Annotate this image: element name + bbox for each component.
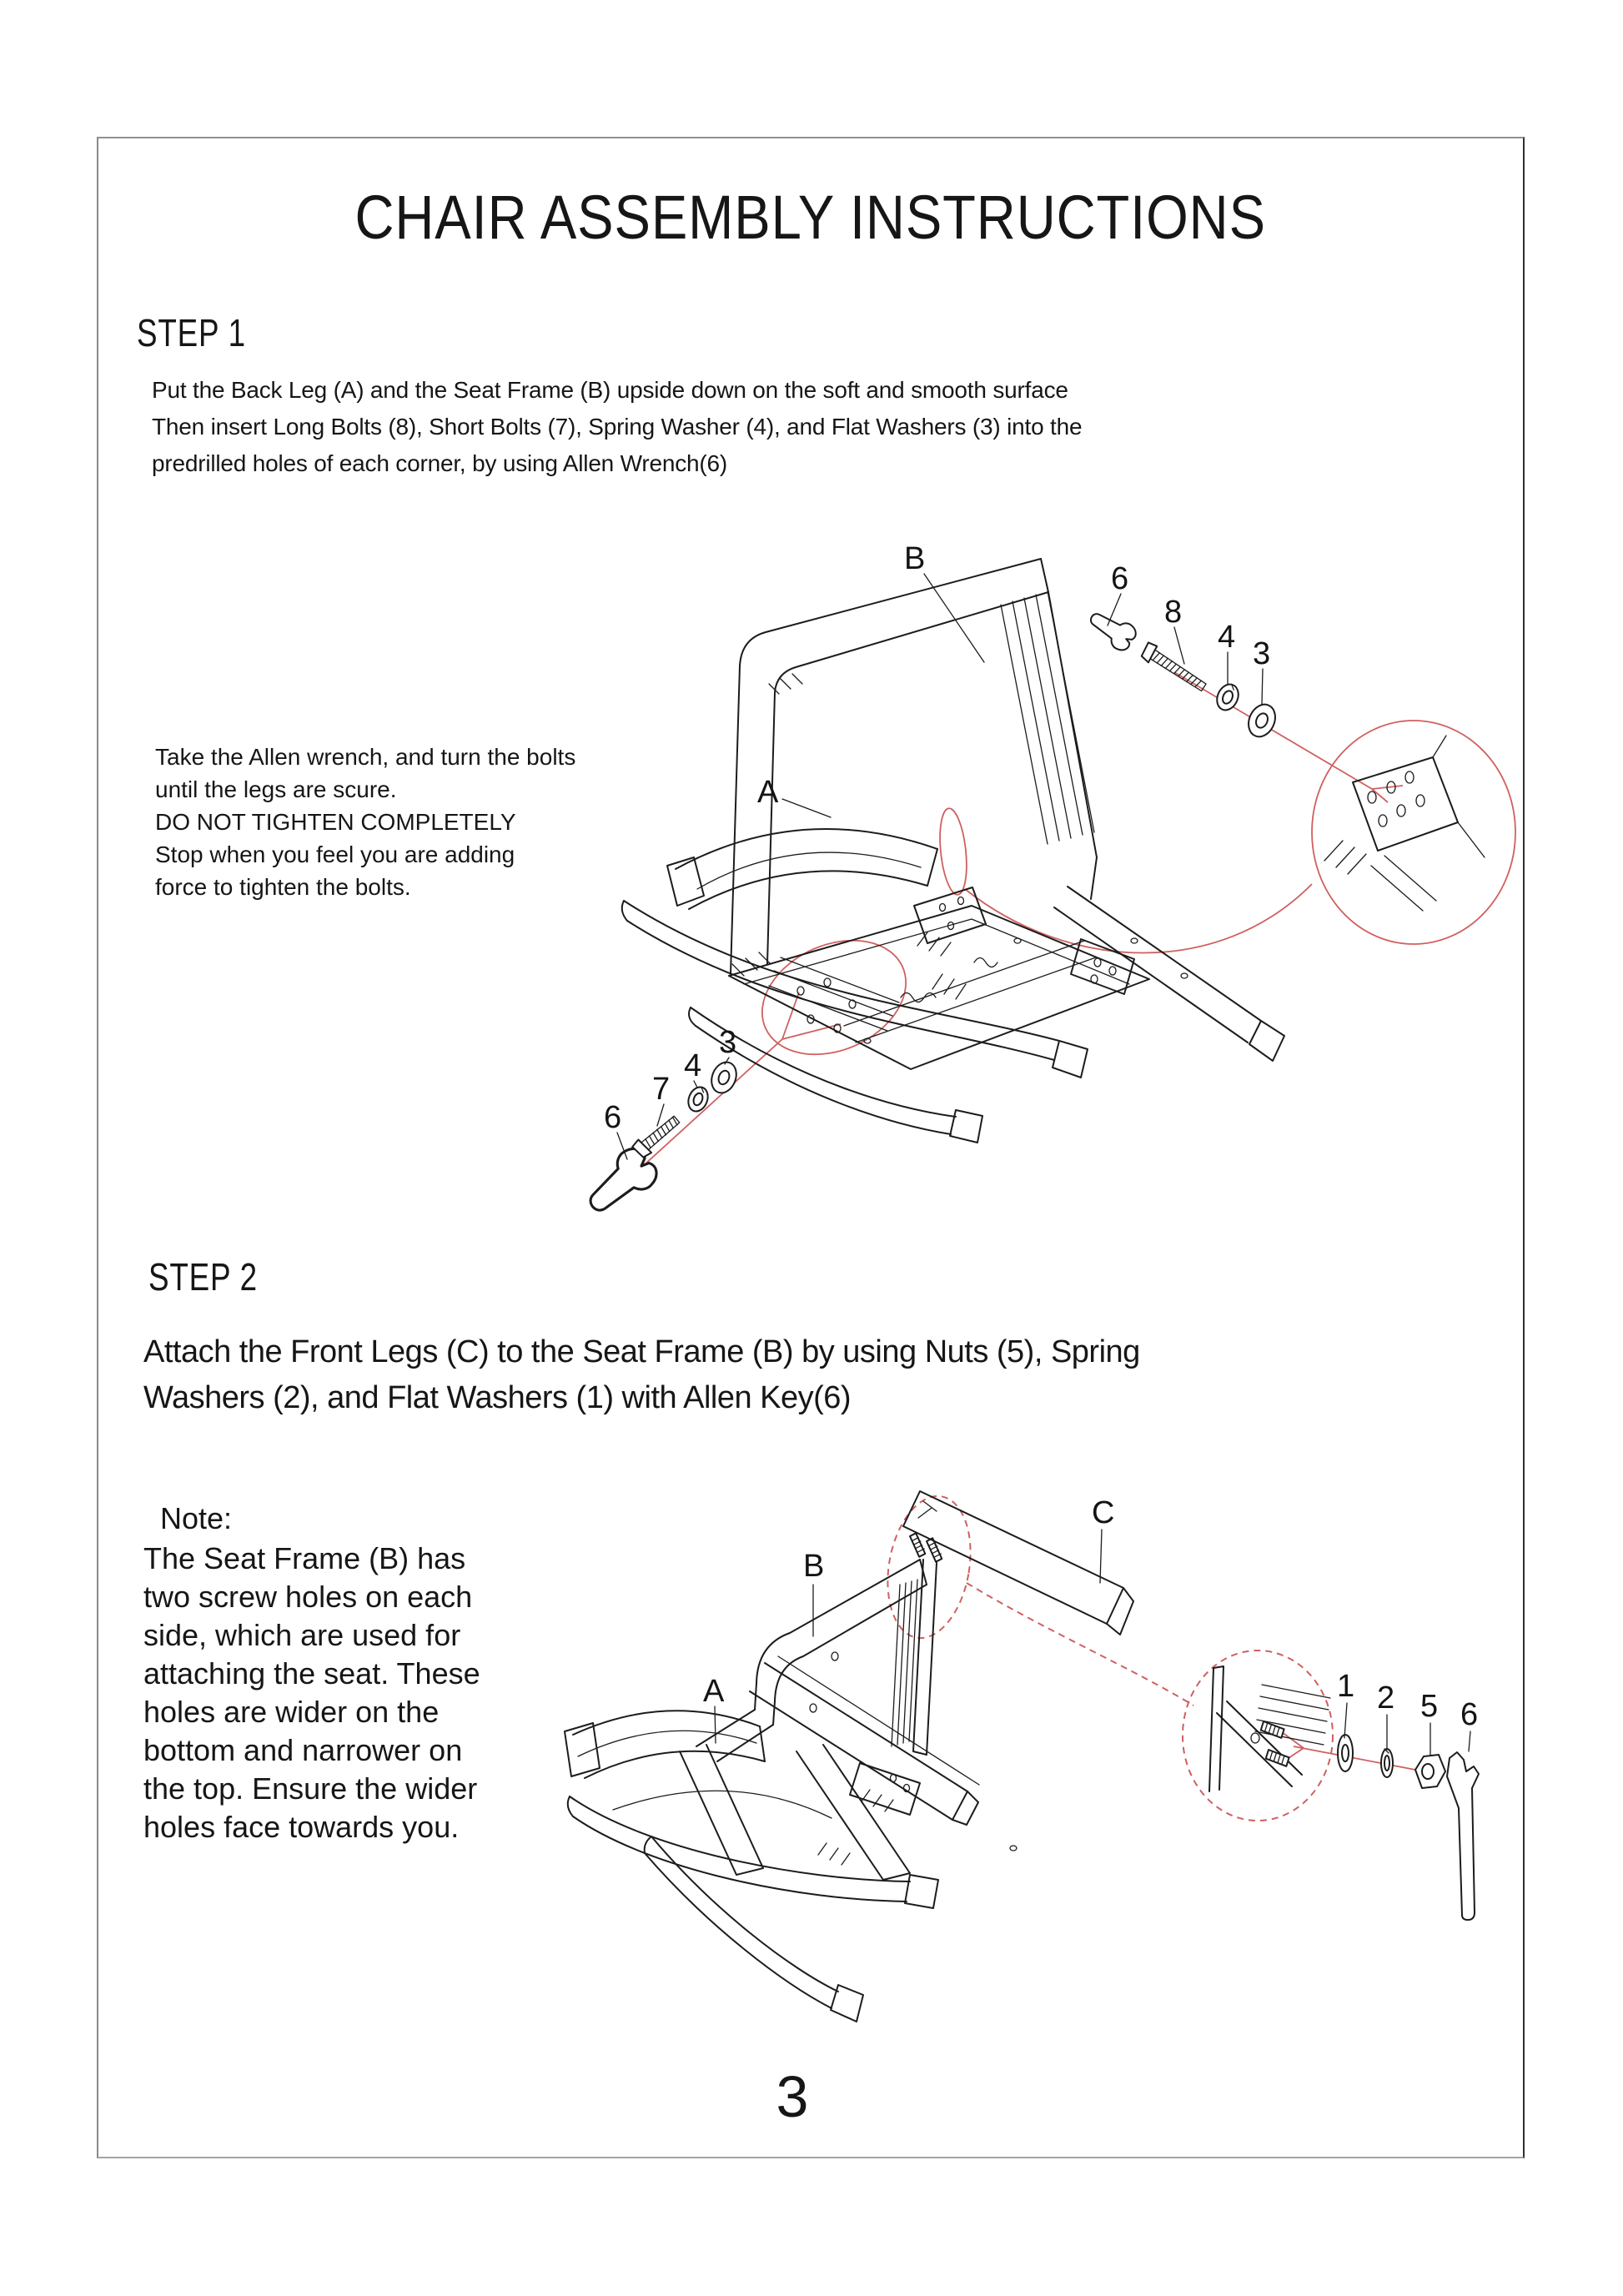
- note-line: holes face towards you.: [143, 1810, 460, 1844]
- spring-washer-icon: [1381, 1749, 1393, 1777]
- detail-ellipse-middle: [937, 807, 971, 897]
- step2-note-heading: Note:: [160, 1501, 233, 1535]
- spring-washer-icon: [685, 1084, 711, 1114]
- allen-wrench-icon: [1084, 605, 1138, 654]
- label-flat-washer-1: 1: [1337, 1669, 1355, 1704]
- step2-note: [143, 1540, 480, 1846]
- leg-post-drawings: [680, 1745, 910, 1880]
- flat-washer-icon: [1338, 1735, 1353, 1771]
- step2-diagram: [546, 1458, 1535, 2125]
- label-seat-frame-b: B: [904, 541, 926, 576]
- note-line: force to tighten the bolts.: [155, 874, 411, 900]
- instruction-line: Attach the Front Legs (C) to the Seat Frame (B) by using Nuts (5), Spring: [143, 1334, 1140, 1369]
- label-spring-washer-2: 2: [1377, 1681, 1395, 1716]
- label-back-leg-a: A: [703, 1674, 725, 1709]
- note-line: the top. Ensure the wider: [143, 1771, 478, 1806]
- note-line: two screw holes on each: [143, 1580, 473, 1614]
- instruction-line: predrilled holes of each corner, by using Allen Wrench(6): [152, 450, 728, 476]
- callout-connector: [965, 884, 1312, 953]
- step1-instructions: [152, 372, 1082, 482]
- seat-frame-drawing: [731, 559, 1097, 976]
- nut-icon: [1415, 1755, 1445, 1788]
- corner-bracket-detail: [1324, 736, 1485, 911]
- note-line: Take the Allen wrench, and turn the bolts: [155, 744, 576, 770]
- note-line: side, which are used for: [143, 1618, 461, 1652]
- note-line: attaching the seat. These: [143, 1656, 480, 1691]
- curved-runner-drawings: [568, 1796, 938, 2022]
- label-allen-key-6: 6: [1460, 1697, 1479, 1732]
- allen-key-icon: [1447, 1752, 1479, 1920]
- label-flat-washer-3: 3: [1253, 636, 1271, 671]
- instruction-line: Then insert Long Bolts (8), Short Bolts (7), Spring Washer (4), and Flat Washers (3) into the: [152, 414, 1083, 440]
- step2-heading: [148, 1254, 285, 1299]
- back-leg-drawing: [565, 1711, 832, 1818]
- note-line: holes are wider on the: [143, 1695, 440, 1729]
- detail-circle-right: [1312, 721, 1515, 944]
- flat-washer-icon: [1244, 701, 1280, 741]
- step2-heading-text: STEP 2: [148, 1255, 258, 1299]
- note-line: bottom and narrower on: [143, 1733, 463, 1767]
- flat-washer-icon: [707, 1058, 741, 1097]
- instruction-line: Put the Back Leg (A) and the Seat Frame (B) upside down on the soft and smooth surface: [152, 377, 1068, 403]
- label-spring-washer-4: 4: [684, 1048, 702, 1083]
- step1-heading: [137, 310, 274, 355]
- document-title-text: CHAIR ASSEMBLY INSTRUCTIONS: [354, 183, 1267, 252]
- label-spring-washer-4: 4: [1218, 620, 1236, 655]
- document-title: [97, 182, 1525, 253]
- seat-frame-drawing: [696, 1560, 1017, 1851]
- allen-wrench-icon: [579, 1143, 662, 1223]
- step1-diagram: [550, 507, 1543, 1241]
- joint-detail: [1209, 1666, 1330, 1791]
- note-line: DO NOT TIGHTEN COMPLETELY: [155, 809, 516, 835]
- explosion-axis-top: [1174, 672, 1403, 802]
- note-line: until the legs are scure.: [155, 776, 397, 802]
- label-back-leg-a: A: [757, 775, 779, 810]
- detail-circle-joint: [1183, 1650, 1333, 1821]
- label-allen-wrench-6: 6: [604, 1100, 622, 1135]
- label-long-bolt-8: 8: [1164, 595, 1183, 630]
- step1-heading-text: STEP 1: [137, 311, 246, 354]
- note-line: The Seat Frame (B) has: [143, 1541, 466, 1575]
- side-rail-drawing: [1054, 887, 1284, 1061]
- label-short-bolt-7: 7: [652, 1072, 671, 1107]
- back-leg-drawing: [667, 829, 937, 909]
- label-nut-5: 5: [1420, 1689, 1439, 1724]
- instruction-line: Washers (2), and Flat Washers (1) with Allen Key(6): [143, 1380, 852, 1415]
- step2-instructions: [143, 1329, 1140, 1421]
- label-front-leg-c: C: [1092, 1495, 1115, 1530]
- note-line: Stop when you feel you are adding: [155, 842, 515, 867]
- label-allen-wrench-6: 6: [1111, 561, 1129, 596]
- step1-note: [155, 741, 575, 903]
- callout-connector: [967, 1583, 1193, 1706]
- page-number: 3: [776, 2064, 809, 2129]
- step1-detail-callouts: [634, 672, 1515, 1174]
- label-flat-washer-3: 3: [719, 1025, 737, 1060]
- spring-washer-icon: [1213, 681, 1243, 714]
- label-seat-frame-b: B: [803, 1549, 825, 1584]
